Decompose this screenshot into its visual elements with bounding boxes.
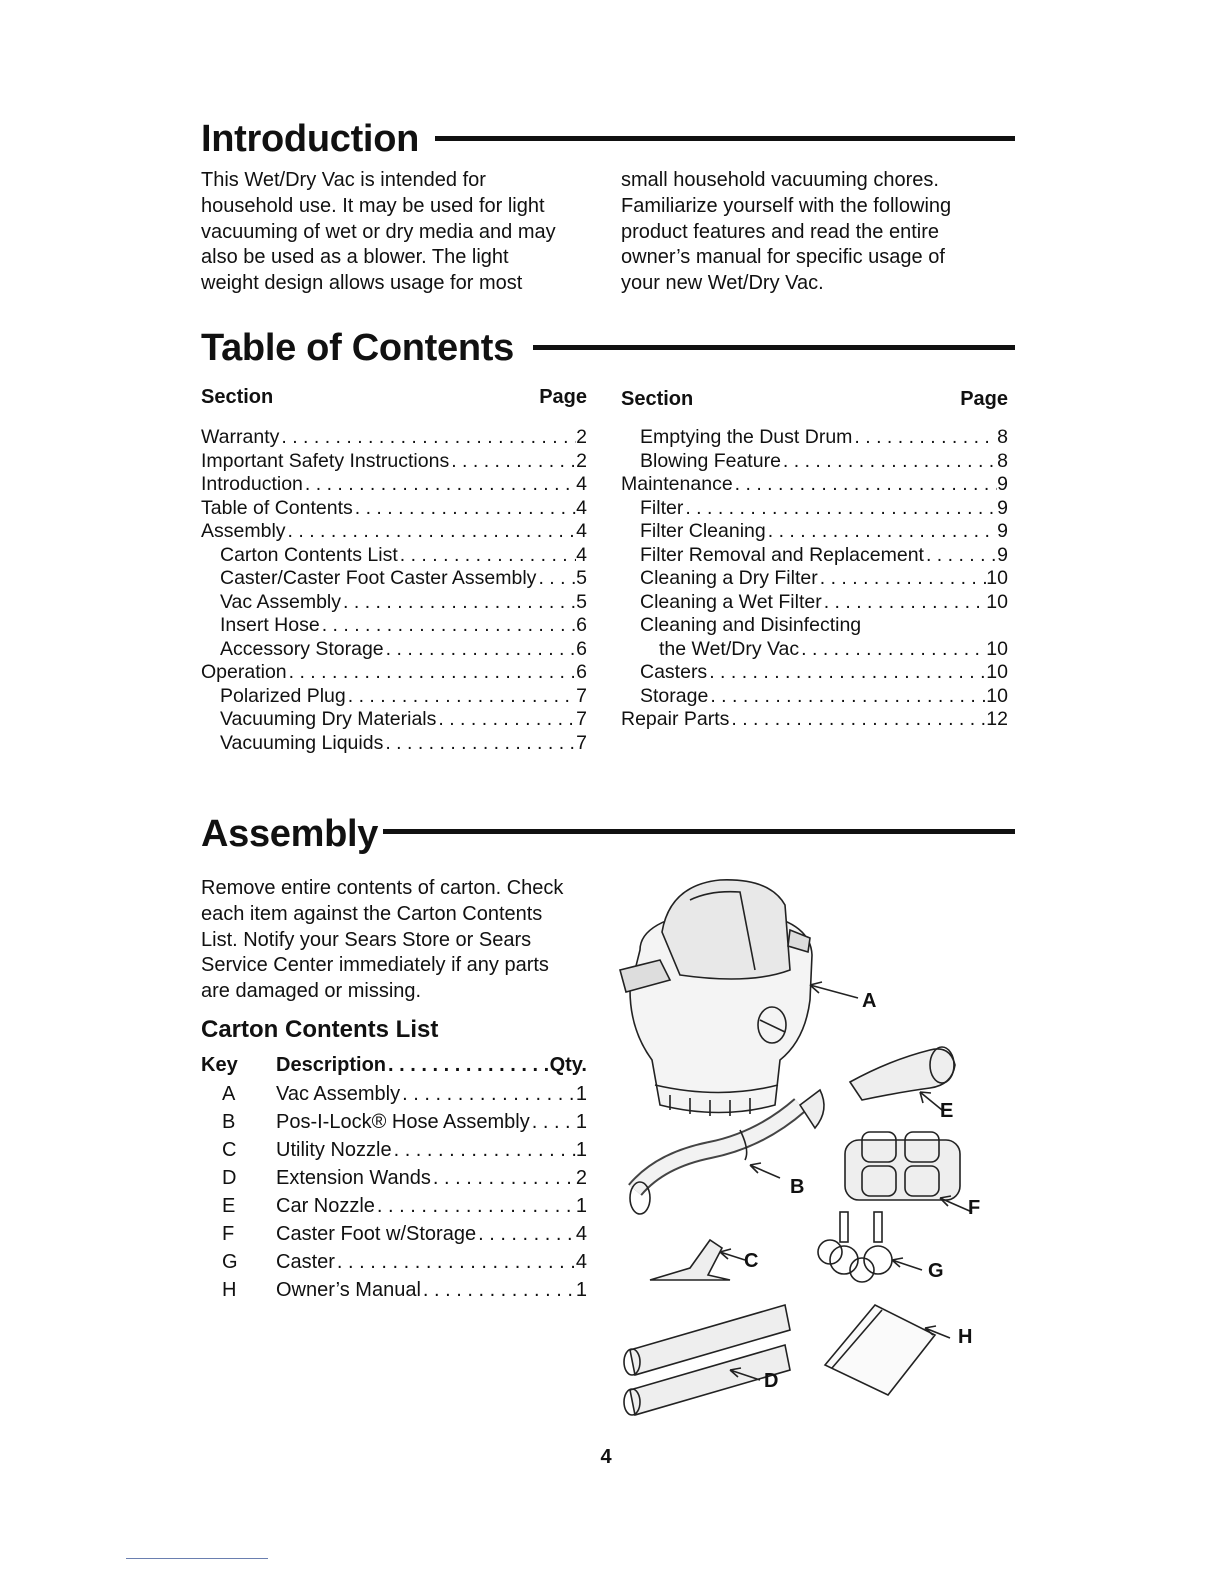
figure-label-e: E xyxy=(940,1100,954,1122)
carton-item-row xyxy=(201,1164,587,1192)
toc-entry-title: Warranty xyxy=(201,426,280,448)
carton-item-key: C xyxy=(222,1139,237,1161)
toc-leader-dots xyxy=(781,450,997,474)
toc-entry-title: Accessory Storage xyxy=(220,637,384,660)
figure-label-d: D xyxy=(764,1370,779,1392)
toc-entry-title: Important Safety Instructions xyxy=(201,449,450,472)
car-nozzle-drawing xyxy=(850,1047,955,1100)
toc-leader-dots xyxy=(287,661,577,685)
toc-entry-title: the Wet/Dry Vac xyxy=(659,637,800,660)
figure-label-f: F xyxy=(968,1197,981,1219)
carton-item-row xyxy=(201,1192,587,1220)
toc-entry-page: 7 xyxy=(576,684,587,707)
carton-item-qty: 1 xyxy=(575,1279,587,1301)
carton-item-qty: 1 xyxy=(575,1139,587,1161)
toc-entry xyxy=(621,544,1008,568)
toc-entry-page: 6 xyxy=(576,637,587,660)
carton-leader-dots xyxy=(400,1080,576,1108)
toc-leader-dots xyxy=(384,638,576,662)
toc-leader-dots xyxy=(286,520,577,544)
toc-leader-dots xyxy=(279,426,576,450)
toc-entry xyxy=(621,708,1008,732)
carton-item-qty: 1 xyxy=(575,1083,587,1105)
toc-leader-dots xyxy=(353,497,576,521)
carton-item-row xyxy=(201,1108,587,1136)
carton-item-key: E xyxy=(222,1195,236,1217)
toc-entry-title: Storage xyxy=(640,684,709,707)
toc-entry xyxy=(621,426,1008,450)
toc-entry xyxy=(621,497,1008,521)
assembly-paragraph: Remove entire contents of carton. Check each item against the Carton Contents List. Notify your Sears Store or Sears Service Center immediately if any parts are damaged or missing. xyxy=(201,877,564,1003)
toc-entry xyxy=(621,685,1008,709)
toc-entry-title: Carton Contents List xyxy=(220,543,398,566)
carton-item-row xyxy=(201,1276,587,1304)
carton-contents-header: Key Description . . . Qty. xyxy=(201,1050,587,1080)
carton-item-row xyxy=(201,1080,587,1108)
toc-leader-dots xyxy=(818,567,987,591)
carton-item-qty: 4 xyxy=(575,1251,587,1273)
toc-heading: Table of Contents xyxy=(201,327,514,369)
carton-contents-heading: Carton Contents List xyxy=(201,1016,439,1043)
toc-entry-title: Maintenance xyxy=(621,473,733,495)
toc-entry-page: 9 xyxy=(997,473,1008,495)
intro-paragraph-left: This Wet/Dry Vac is intended for household use. It may be used for light vacuuming of wet or dry media and may also be used as a blower. The light weight design allows usage for most xyxy=(201,169,556,295)
carton-item-key: A xyxy=(222,1083,236,1105)
toc-entry-title: Emptying the Dust Drum xyxy=(640,426,853,448)
introduction-heading: Introduction xyxy=(201,118,420,160)
toc-entry-title: Vacuuming Liquids xyxy=(220,731,384,754)
toc-entry xyxy=(201,661,587,685)
toc-entry xyxy=(621,661,1008,685)
toc-entry-page: 2 xyxy=(576,449,587,472)
toc-entry xyxy=(621,591,1008,615)
toc-rule xyxy=(533,345,1015,350)
toc-entry-title: Cleaning a Dry Filter xyxy=(640,567,818,589)
toc-entry xyxy=(201,520,587,544)
toc-entry xyxy=(201,685,587,709)
toc-entry xyxy=(201,638,587,662)
toc-entry-title: Assembly xyxy=(201,520,286,542)
toc-entry-title: Casters xyxy=(640,661,708,683)
carton-item-description: Pos-I-Lock® Hose Assembly xyxy=(276,1111,530,1133)
toc-entry xyxy=(201,473,587,497)
toc-leader-dots xyxy=(766,520,997,544)
carton-item-description: Caster Foot w/Storage xyxy=(276,1223,477,1245)
toc-entry-page: 2 xyxy=(576,426,587,448)
toc-entry-title: Introduction xyxy=(201,473,303,495)
carton-contents-table xyxy=(201,1050,587,1304)
toc-entry-title: Filter Removal and Replacement xyxy=(640,543,924,566)
carton-item-qty: 4 xyxy=(575,1223,587,1245)
carton-item-description: Car Nozzle xyxy=(276,1195,375,1217)
carton-leader-dots xyxy=(476,1220,576,1248)
toc-entry-title: Insert Hose xyxy=(220,614,320,636)
toc-entry xyxy=(621,473,1008,497)
assembly-rule xyxy=(383,829,1015,834)
carton-item-row xyxy=(201,1136,587,1164)
caster-foot-drawing xyxy=(845,1132,960,1200)
toc-entry-page: 10 xyxy=(986,661,1008,683)
toc-left-column xyxy=(201,385,587,755)
toc-entry-page: 12 xyxy=(986,708,1008,730)
toc-entry xyxy=(201,426,587,450)
page-number: 4 xyxy=(600,1446,612,1468)
toc-entry-page: 6 xyxy=(576,614,587,636)
carton-item-key: D xyxy=(222,1167,237,1189)
carton-leader-dots xyxy=(392,1136,576,1164)
toc-leader-dots xyxy=(733,473,997,497)
toc-entry-page: 7 xyxy=(576,731,587,754)
toc-entry-title: Vac Assembly xyxy=(220,590,342,613)
toc-leader-dots xyxy=(708,685,986,709)
figure-label-c: C xyxy=(744,1250,759,1272)
toc-leader-dots xyxy=(436,708,576,732)
toc-leader-dots xyxy=(924,544,997,568)
carton-leader-dots xyxy=(431,1164,576,1192)
toc-entry-page: 5 xyxy=(576,567,587,589)
toc-entry-page: 8 xyxy=(997,449,1008,472)
toc-entry-title: Vacuuming Dry Materials xyxy=(220,708,437,730)
toc-entry-page: 7 xyxy=(576,708,587,730)
carton-leader-dots xyxy=(421,1276,576,1304)
carton-leader-dots xyxy=(375,1192,576,1220)
toc-leader-dots xyxy=(303,473,576,497)
toc-entry-page: 9 xyxy=(997,496,1008,519)
toc-entry xyxy=(621,567,1008,591)
footer-line xyxy=(126,1558,268,1559)
toc-entry-page: 6 xyxy=(576,661,587,683)
toc-leader-dots xyxy=(346,685,576,709)
intro-paragraph-right: small household vacuuming chores. Familiarize yourself with the following product features and read the entire owner’s manual for specific usage of your new Wet/Dry Vac. xyxy=(621,169,952,295)
toc-entry-title: Operation xyxy=(201,661,287,683)
toc-entry-title: Repair Parts xyxy=(621,708,730,730)
toc-entry-title: Caster/Caster Foot Caster Assembly xyxy=(220,567,537,589)
toc-leader-dots xyxy=(729,708,986,732)
figure-label-g: G xyxy=(928,1260,944,1282)
figure-label-h: H xyxy=(958,1326,973,1348)
toc-leader-dots xyxy=(383,732,576,756)
carton-item-key: G xyxy=(222,1251,238,1273)
toc-leader-dots xyxy=(683,497,997,521)
toc-entry-title: Filter xyxy=(640,496,684,519)
toc-entry xyxy=(201,708,587,732)
toc-entry xyxy=(621,638,1008,662)
carton-item-description: Utility Nozzle xyxy=(276,1139,392,1161)
toc-right-column xyxy=(621,387,1008,732)
carton-leader-dots xyxy=(335,1248,576,1276)
toc-entry xyxy=(201,732,587,756)
toc-entry xyxy=(201,591,587,615)
carton-item-row xyxy=(201,1248,587,1276)
introduction-rule xyxy=(435,136,1015,141)
carton-item-qty: 1 xyxy=(575,1111,587,1133)
toc-entry xyxy=(621,450,1008,474)
toc-entry xyxy=(201,450,587,474)
toc-entry xyxy=(621,614,1008,638)
carton-item-qty: 1 xyxy=(575,1195,587,1217)
toc-entry-title: Blowing Feature xyxy=(640,449,781,472)
extension-wands-drawing xyxy=(624,1305,790,1415)
carton-item-qty: 2 xyxy=(575,1167,587,1189)
toc-entry-page: 10 xyxy=(986,590,1008,613)
toc-leader-dots xyxy=(799,638,986,662)
toc-leader-dots xyxy=(320,614,576,638)
toc-leader-dots xyxy=(707,661,986,685)
toc-entry-title: Table of Contents xyxy=(201,496,353,519)
toc-leader-dots xyxy=(449,450,576,474)
carton-item-description: Extension Wands xyxy=(276,1167,431,1189)
toc-leader-dots xyxy=(398,544,576,568)
assembly-heading: Assembly xyxy=(201,813,379,855)
vac-assembly-drawing xyxy=(620,880,812,1116)
toc-entry-title: Filter Cleaning xyxy=(640,520,766,542)
toc-leader-dots xyxy=(341,591,576,615)
toc-entry-page: 4 xyxy=(576,473,587,495)
toc-leader-dots xyxy=(822,591,987,615)
utility-nozzle-drawing xyxy=(650,1240,730,1280)
toc-entry-title: Cleaning and Disinfecting xyxy=(640,614,862,636)
caster-drawing xyxy=(818,1212,892,1282)
toc-entry-page: 4 xyxy=(576,496,587,519)
figure-label-b: B xyxy=(790,1176,805,1198)
carton-leader-dots xyxy=(530,1108,576,1136)
toc-entry xyxy=(201,544,587,568)
toc-entry-page: 9 xyxy=(997,543,1008,566)
toc-entry xyxy=(201,497,587,521)
toc-entry-page: 9 xyxy=(997,520,1008,542)
toc-entry-page: 5 xyxy=(576,590,587,613)
carton-item-key: B xyxy=(222,1111,236,1133)
toc-entry-page: 10 xyxy=(986,637,1008,660)
toc-leader-dots xyxy=(536,567,576,591)
figure-label-a: A xyxy=(862,990,877,1012)
toc-left-header: Section Page xyxy=(201,386,587,408)
carton-item-description: Vac Assembly xyxy=(276,1083,401,1105)
toc-entry-page: 4 xyxy=(576,520,587,542)
carton-contents-illustration xyxy=(600,860,1020,1420)
carton-item-key: H xyxy=(222,1279,237,1301)
carton-item-description: Caster xyxy=(276,1251,335,1273)
toc-entry-page: 10 xyxy=(986,684,1008,707)
carton-item-row xyxy=(201,1220,587,1248)
carton-item-key: F xyxy=(222,1223,235,1245)
toc-entry xyxy=(621,520,1008,544)
toc-entry-page: 4 xyxy=(576,543,587,566)
toc-entry-title: Polarized Plug xyxy=(220,684,346,707)
toc-entry-page: 10 xyxy=(986,567,1008,589)
toc-leader-dots xyxy=(852,426,997,450)
toc-right-header: Section Page xyxy=(621,388,1008,410)
owners-manual-drawing xyxy=(825,1305,935,1395)
carton-item-description: Owner’s Manual xyxy=(276,1279,421,1301)
toc-entry-page: 8 xyxy=(997,426,1008,448)
toc-entry xyxy=(201,614,587,638)
toc-entry-title: Cleaning a Wet Filter xyxy=(640,590,822,613)
toc-entry xyxy=(201,567,587,591)
